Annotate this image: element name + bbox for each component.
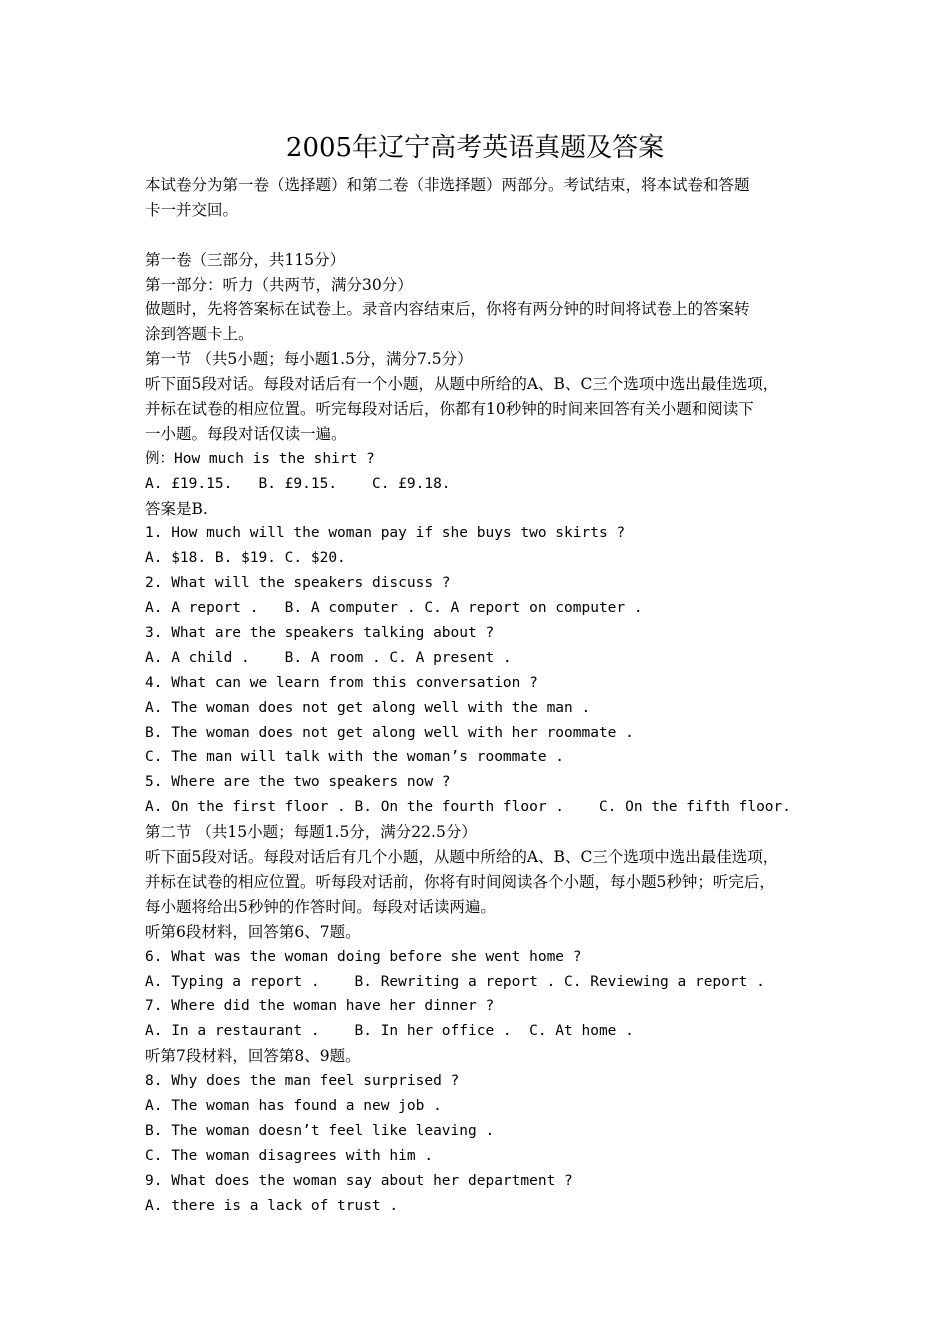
text-line: 9. What does the woman say about her department ?: [145, 1172, 573, 1189]
text-line: 答案是B.: [145, 499, 208, 518]
text-line: A. there is a lack of trust .: [145, 1197, 399, 1214]
text-line: A. A report . B. A computer . C. A report on computer .: [145, 600, 643, 617]
text-line: 一小题。每段对话仅读一遍。: [145, 424, 347, 443]
text-line: 1. How much will the woman pay if she buys two skirts ?: [145, 525, 626, 542]
text-line: A. In a restaurant . B. In her office . C. At home .: [145, 1023, 634, 1040]
text-line: B. The woman does not get along well with her roommate .: [145, 724, 634, 741]
text-line: A. £19.15. B. £9.15. C. £9.18.: [145, 475, 451, 492]
text-line: 每小题将给出5秒钟的作答时间。每段对话读两遍。: [145, 897, 496, 916]
text-line: 2. What will the speakers discuss ?: [145, 575, 451, 592]
text-line: 第一节 （共5小题；每小题1.5分，满分7.5分）: [145, 350, 473, 369]
text-line: A. Typing a report . B. Rewriting a report . C. Reviewing a report .: [145, 973, 765, 990]
text-line: A. $18. B. $19. C. $20.: [145, 550, 346, 567]
page-title: 2005年辽宁高考英语真题及答案: [285, 133, 665, 163]
text-line: 听第6段材料，回答第6、7题。: [145, 922, 361, 941]
text-line: 第二节 （共15小题；每题1.5分，满分22.5分）: [145, 823, 477, 842]
text-line: A. The woman does not get along well with the man .: [145, 699, 591, 716]
text-line: 4. What can we learn from this conversation ?: [145, 674, 538, 691]
text-line: A. On the first floor . B. On the fourth floor . C. On the fifth floor.: [145, 799, 792, 816]
text-line: A. A child . B. A room . C. A present .: [145, 649, 512, 666]
text-line: 听下面5段对话。每段对话后有几个小题，从题中所给的A、B、C三个选项中选出最佳选项，: [145, 848, 779, 867]
text-line: C. The woman disagrees with him .: [145, 1147, 434, 1164]
text-line: 做题时，先将答案标在试卷上。录音内容结束后，你将有两分钟的时间将试卷上的答案转: [145, 300, 750, 319]
text-line: 第一部分：听力（共两节，满分30分）: [145, 275, 413, 294]
text-line: 本试卷分为第一卷（选择题）和第二卷（非选择题）两部分。考试结束，将本试卷和答题: [145, 176, 750, 194]
text-line: 并标在试卷的相应位置。听完每段对话后，你都有10秒钟的时间来回答有关小题和阅读下: [145, 400, 754, 419]
text-line: 6. What was the woman doing before she went home ?: [145, 948, 582, 965]
text-line: 涂到答题卡上。: [145, 325, 254, 344]
text-line: 第一卷（三部分，共115分）: [145, 250, 346, 269]
text-line: A. The woman has found a new job .: [145, 1097, 442, 1114]
text-line: 并标在试卷的相应位置。听每段对话前，你将有时间阅读各个小题，每小题5秒钟；听完后，: [145, 872, 775, 891]
text-line: B. The woman doesn’t feel like leaving .: [145, 1122, 495, 1139]
text-line: 听下面5段对话。每段对话后有一个小题，从题中所给的A、B、C三个选项中选出最佳选项，: [145, 375, 779, 394]
text-line: C. The man will talk with the woman’s roommate .: [145, 749, 565, 766]
document-body: [145, 173, 825, 1218]
text-line: 3. What are the speakers talking about ?: [145, 625, 495, 642]
text-line: 8. Why does the man feel surprised ?: [145, 1073, 460, 1090]
text-line: 5. Where are the two speakers now ?: [145, 774, 451, 791]
text-line: 例：How much is the shirt ?: [145, 450, 375, 467]
text-line: 听第7段材料，回答第8、9题。: [145, 1047, 361, 1066]
blank-line: [145, 223, 825, 248]
text-line: 卡一并交回。: [145, 200, 239, 219]
text-line: 7. Where did the woman have her dinner ?: [145, 998, 495, 1015]
